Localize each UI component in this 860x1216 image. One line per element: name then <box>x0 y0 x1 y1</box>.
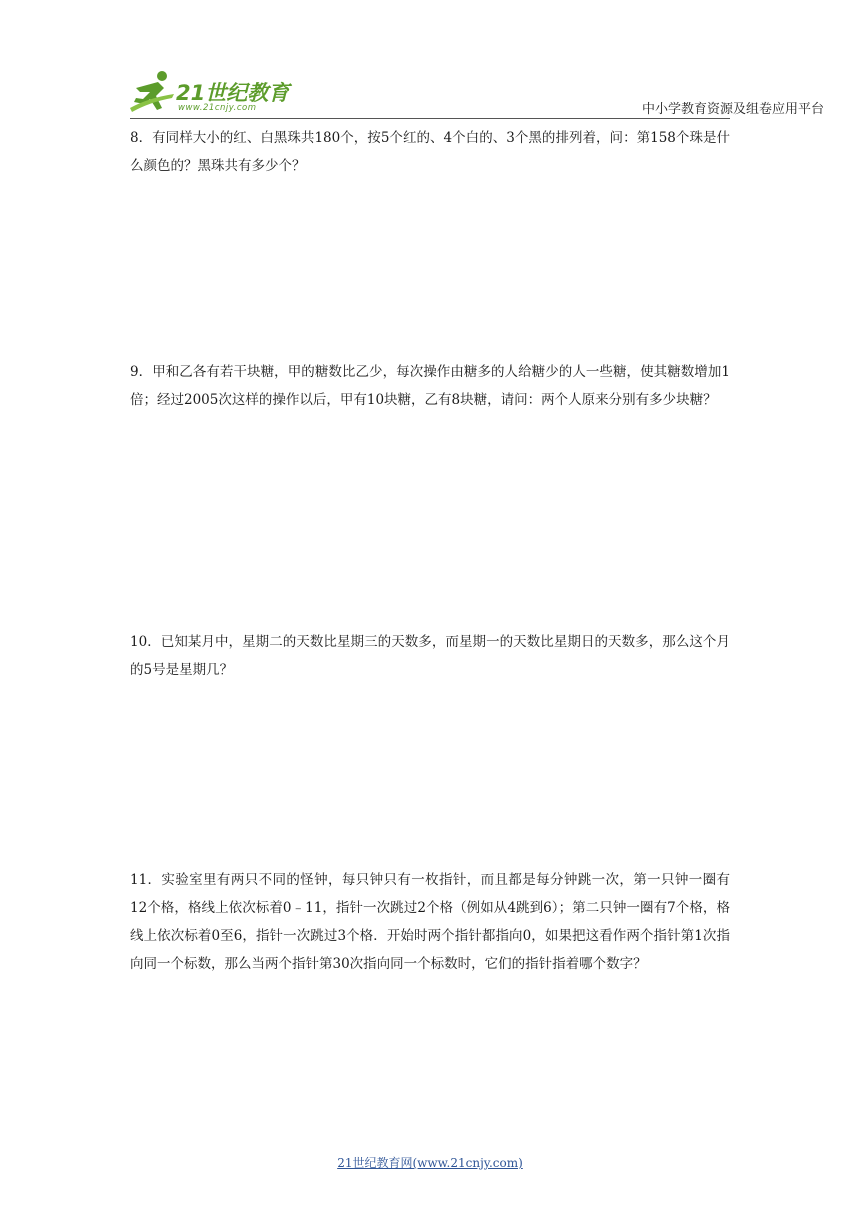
site-logo[interactable] <box>128 68 298 118</box>
page-header <box>0 0 860 120</box>
logo-text: 21世纪教育 <box>176 81 290 105</box>
question-10: 10．已知某月中，星期二的天数比星期三的天数多，而星期一的天数比星期日的天数多，那么这个月的5号是星期几？ <box>130 634 730 678</box>
question-8: 8．有同样大小的红、白黑珠共180个，按5个红的、4个白的、3个黑的排列着，问：第158个珠是什么颜色的？黑珠共有多少个？ <box>130 130 730 174</box>
header-divider <box>130 118 730 119</box>
logo-url: www.21cnjy.com <box>178 103 257 113</box>
platform-label: 中小学教育资源及组卷应用平台 <box>641 102 824 117</box>
footer-link[interactable]: 21世纪教育网(www.21cnjy.com) <box>337 1156 523 1170</box>
runner-logo-icon <box>128 68 178 116</box>
question-9: 9．甲和乙各有若干块糖，甲的糖数比乙少，每次操作由糖多的人给糖少的人一些糖，使其糖数增加1倍；经过2005次这样的操作以后，甲有10块糖，乙有8块糖，请问：两个人原来分别有多少块糖？ <box>130 364 730 408</box>
question-11: 11．实验室里有两只不同的怪钟，每只钟只有一枚指针，而且都是每分钟跳一次，第一只钟一圈有12个格，格线上依次标着0﹣11，指针一次跳过2个格（例如从4跳到6）；第二只钟一圈有7个格，格线上依次标着0至6，指针一次跳过3个格．开始时两个指针都指向0，如果把这看作两个指针第1次指向同一个标数，那么当两个指针第30次指向同一个标数时，它们的指针指着哪个数字？ <box>130 872 730 972</box>
page-footer <box>0 1154 860 1171</box>
